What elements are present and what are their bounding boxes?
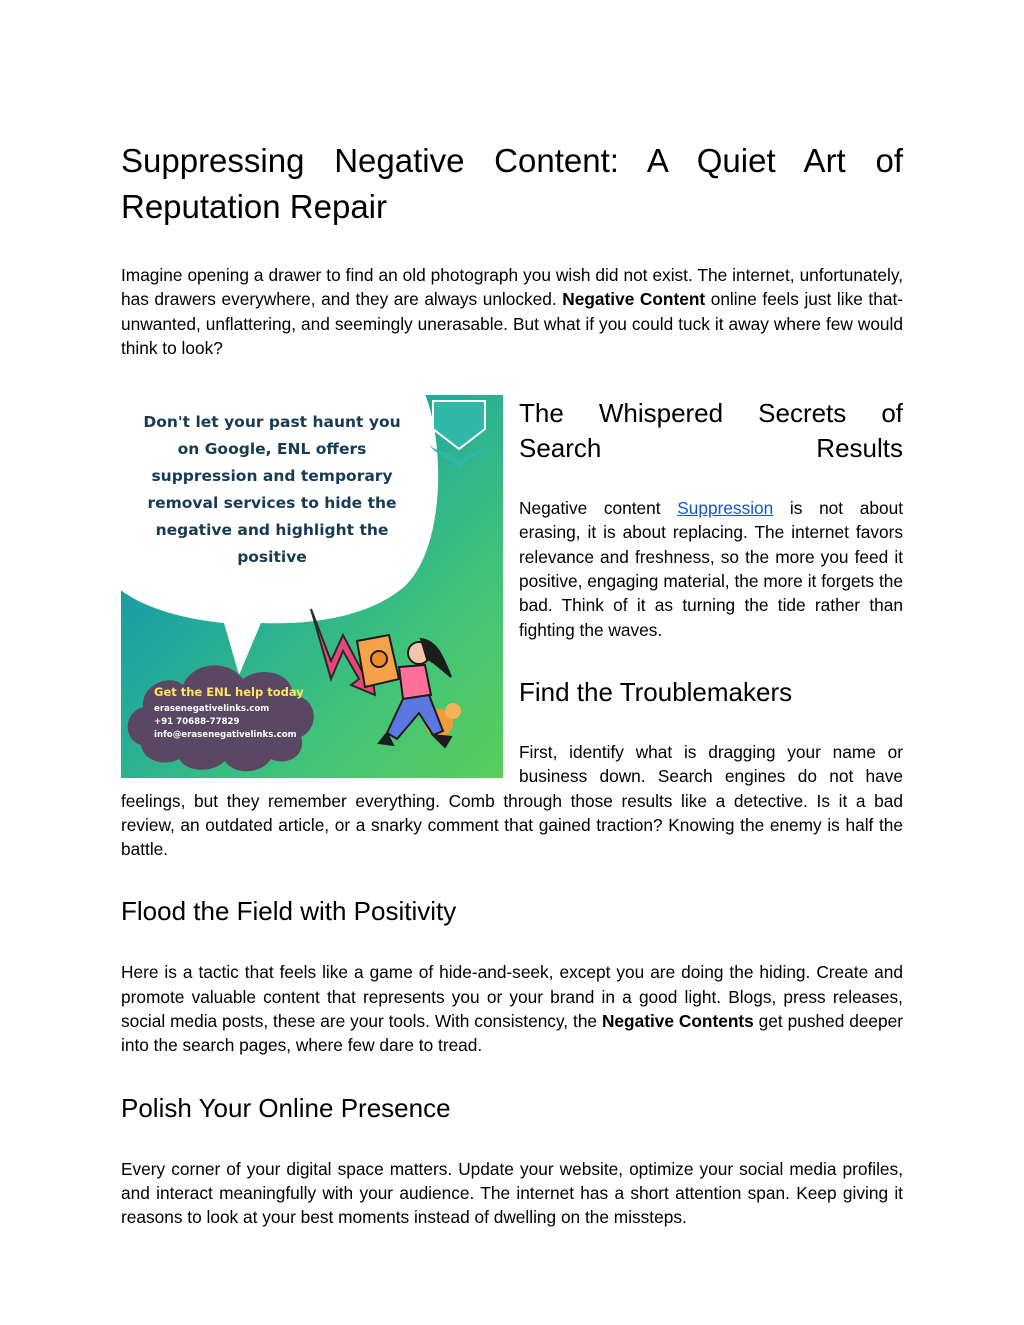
heading-flood-field: Flood the Field with Positivity: [121, 896, 457, 927]
troublemakers-paragraph: First, identify what is dragging your name or business down. Search engines do not have feelings, but they remember everything. Comb through those results like a detective. Is it a bad review, an outdated article, or a snarky comment that gained traction? Knowing the enemy is half the battle.: [121, 741, 903, 860]
flood-bold: Negative Contents: [601, 1011, 754, 1032]
promo-banner-image: [121, 395, 503, 778]
orange-blob: [445, 703, 461, 719]
flood-text-b: get pushed deeper into the search pages, where few dare to tread.: [121, 1011, 904, 1056]
flood-paragraph: [121, 960, 903, 1057]
banner-email: info@erasenegativelinks.com: [154, 730, 297, 741]
heading-whispered-secrets: The Whispered Secrets of Search Results: [519, 398, 903, 464]
intro-paragraph: [121, 263, 903, 360]
suppression-link[interactable]: Suppression: [677, 498, 774, 519]
whispered-text-b: is not about erasing, it is about replacing. The internet favors relevance and freshness, so the more you feed it positive, engaging material, the more it forgets the bad. Think of it as turning the tide rather than fighting the waves.: [519, 498, 903, 640]
banner-phone: +91 70688-77829: [154, 717, 240, 728]
heading-polish-presence: Polish Your Online Presence: [121, 1092, 451, 1123]
flood-text-a: Here is a tactic that feels like a game of hide-and-seek, except you are doing the hiding. Create and promote valuable content that represents you or your brand in a good light. Blogs, press releases, social media posts, these are your tools. With consistency, the: [121, 962, 903, 1032]
intro-bold: Negative Content: [562, 289, 706, 310]
enl-logo-icon: [429, 401, 489, 469]
banner-website: erasenegativelinks.com: [154, 704, 270, 715]
intro-text-b: online feels just like that- unwanted, unflattering, and seemingly unerasable. But what if you could tuck it away where few would think to look?: [121, 289, 903, 358]
whispered-text-a: Negative content: [519, 498, 678, 519]
document-content: [121, 138, 903, 1230]
intro-text-a: Imagine opening a drawer to find an old photograph you wish did not exist. The internet, unfortunately, has drawers everywhere, and they are always unlocked.: [121, 265, 903, 310]
banner-headline: Don't let your past haunt you on Google, ENL offers suppression and temporary removal services to hide the negative and highlight the positive: [143, 413, 401, 567]
page-title: Suppressing Negative Content: A Quiet Art of Reputation Repair: [121, 142, 903, 225]
heading-find-troublemakers: Find the Troublemakers: [519, 676, 793, 707]
banner-contact-block: [154, 685, 304, 742]
banner-cta-title: Get the ENL help today: [154, 685, 304, 700]
polish-paragraph: Every corner of your digital space matters. Update your website, optimize your social media profiles, and interact meaningfully with your audience. The internet has a short attention span. Keep giving it reasons to look at your best moments instead of dwelling on the missteps.: [121, 1158, 903, 1228]
